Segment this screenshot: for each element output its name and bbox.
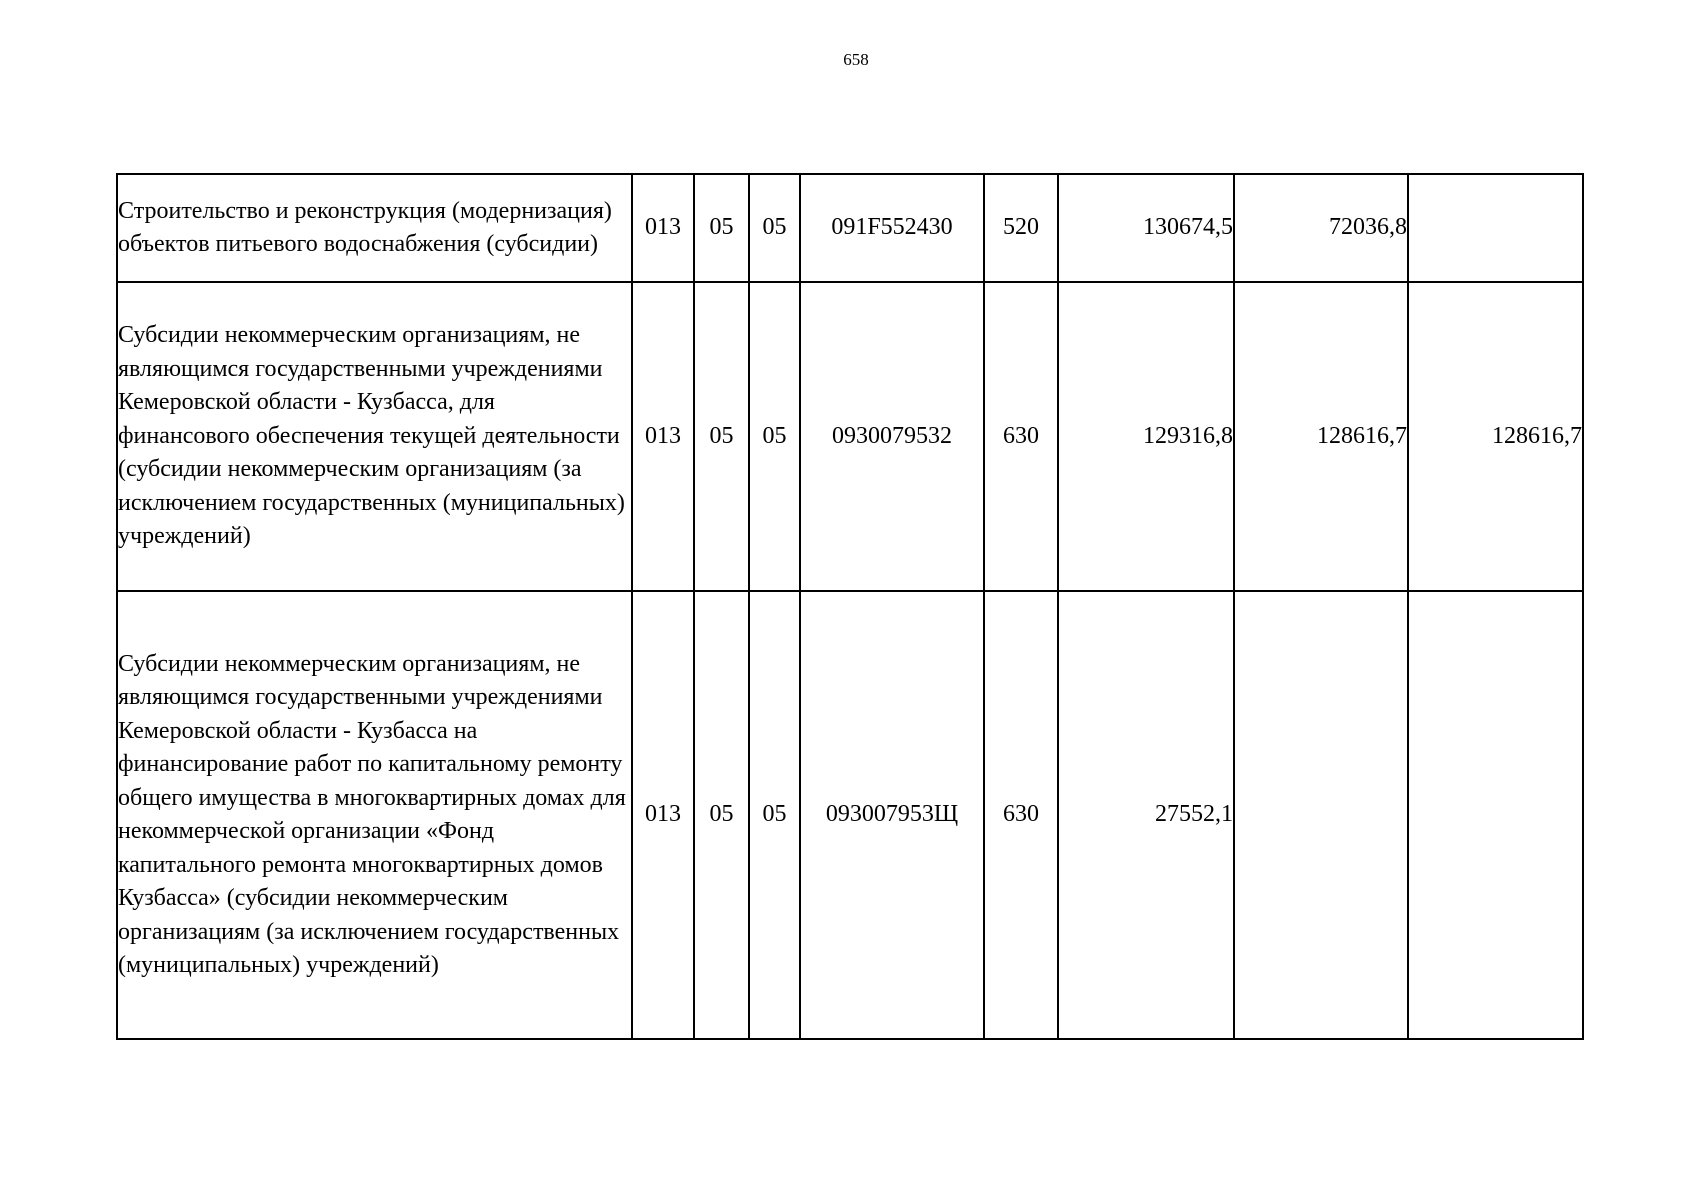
sum-1-cell: 27552,1: [1058, 591, 1234, 1039]
row-name-cell: [117, 282, 632, 591]
section-code-cell: 05: [694, 591, 749, 1039]
subsection-code-cell: 05: [749, 591, 800, 1039]
ministry-code-cell: 013: [632, 591, 694, 1039]
budget-table: [116, 173, 1584, 1040]
section-code-cell: 05: [694, 282, 749, 591]
page-number: 658: [843, 50, 869, 69]
table-row: [117, 282, 1583, 591]
sum-1-cell: 130674,5: [1058, 174, 1234, 282]
target-code-cell: 091F552430: [800, 174, 984, 282]
sum-2-cell: 72036,8: [1234, 174, 1408, 282]
expense-type-cell: 520: [984, 174, 1058, 282]
subsection-code-cell: 05: [749, 174, 800, 282]
subsection-code-cell: 05: [749, 282, 800, 591]
row-name: Субсидии некоммерческим организациям, не являющимся государственными учреждениями Кемеровской области - Кузбасса на финансирование работ по капитальному ремонту общего имущества в многоквартирных домах для некоммерческой организации «Фонд капитального ремонта многоквартирных домов Кузбасса» (субсидии некоммерческим организациям (за исключением государственных (муниципальных) учреждений): [118, 650, 626, 978]
row-name-cell: [117, 591, 632, 1039]
sum-1-cell: 129316,8: [1058, 282, 1234, 591]
sum-2-cell: [1234, 591, 1408, 1039]
sum-3-cell: [1408, 174, 1583, 282]
table-row: [117, 591, 1583, 1039]
row-name-cell: [117, 174, 632, 282]
target-code-cell: 0930079532: [800, 282, 984, 591]
sum-3-cell: 128616,7: [1408, 282, 1583, 591]
section-code-cell: 05: [694, 174, 749, 282]
sum-3-cell: [1408, 591, 1583, 1039]
table-row: [117, 174, 1583, 282]
expense-type-cell: 630: [984, 591, 1058, 1039]
row-name: Субсидии некоммерческим организациям, не являющимся государственными учреждениями Кемеровской области - Кузбасса, для финансового обеспечения текущей деятельности (субсидии некоммерческим организациям (за исключением государственных (муниципальных) учреждений): [118, 322, 625, 550]
sum-2-cell: 128616,7: [1234, 282, 1408, 591]
expense-type-cell: 630: [984, 282, 1058, 591]
row-name: Строительство и реконструкция (модернизация) объектов питьевого водоснабжения (субсидии): [118, 197, 612, 257]
ministry-code-cell: 013: [632, 282, 694, 591]
target-code-cell: 093007953Щ: [800, 591, 984, 1039]
ministry-code-cell: 013: [632, 174, 694, 282]
